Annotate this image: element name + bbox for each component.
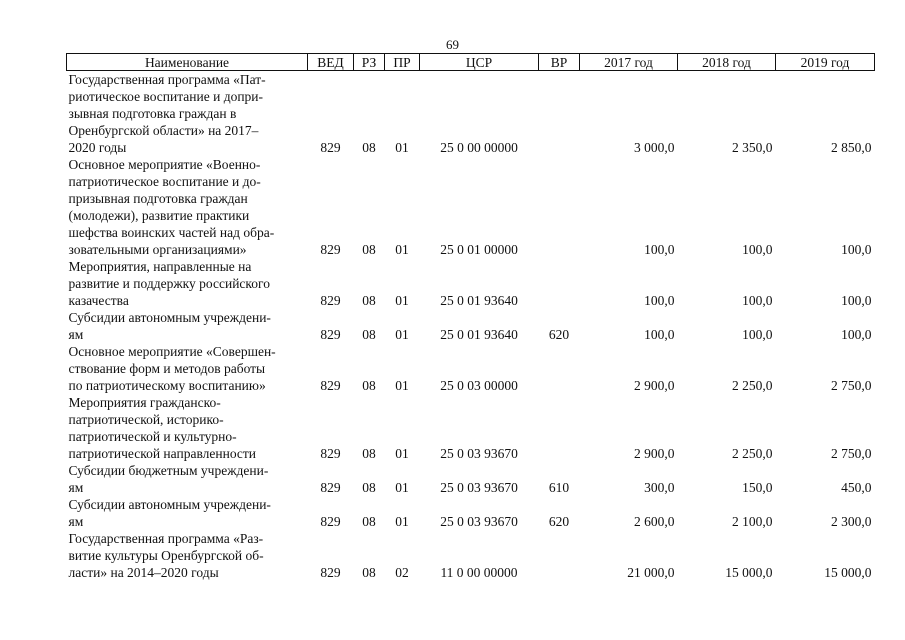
table-row: [67, 394, 875, 462]
row-2017: 100,0: [644, 293, 675, 308]
row-name-line: ям: [68, 480, 84, 495]
row-2018: 150,0: [742, 480, 773, 495]
row-2018: 100,0: [742, 327, 773, 342]
row-ved: 829: [320, 514, 341, 529]
row-ved: 829: [320, 480, 341, 495]
row-2017: 2 900,0: [634, 378, 675, 393]
row-2018: 2 250,0: [732, 378, 773, 393]
row-name: [67, 156, 308, 258]
row-pr: 01: [395, 327, 409, 342]
row-name-line: Мероприятия, направленные на: [68, 259, 252, 274]
row-name-line: Субсидии автономным учреждени-: [68, 497, 271, 512]
row-name-line: Государственная программа «Пат-: [68, 72, 266, 87]
row-rz: 08: [362, 514, 376, 529]
header-2017: 2017 год: [580, 54, 678, 71]
row-name-line: витие культуры Оренбургской об-: [68, 548, 264, 563]
row-csr: 25 0 03 93670: [440, 514, 518, 529]
row-name: [67, 343, 308, 394]
row-2017: 100,0: [644, 327, 675, 342]
table-row: [67, 156, 875, 258]
row-ved: 829: [320, 242, 341, 257]
row-name-line: патриотической направленности: [68, 446, 257, 461]
row-2018: 100,0: [742, 242, 773, 257]
table-body: [67, 71, 875, 582]
row-2019: 2 850,0: [831, 140, 872, 155]
row-2019: 2 750,0: [831, 378, 872, 393]
header-2019: 2019 год: [776, 54, 875, 71]
row-name-line: призывная подготовка граждан: [68, 191, 248, 206]
row-name: [67, 496, 308, 530]
row-pr: 01: [395, 293, 409, 308]
row-csr: 25 0 03 00000: [440, 378, 518, 393]
row-name: [67, 258, 308, 309]
row-pr: 01: [395, 378, 409, 393]
row-ved: 829: [320, 446, 341, 461]
row-name-line: зывная подготовка граждан в: [68, 106, 237, 121]
row-vr: 610: [548, 480, 570, 495]
row-rz: 08: [362, 293, 376, 308]
row-pr: 01: [395, 140, 409, 155]
row-name-line: (молодежи), развитие практики: [68, 208, 250, 223]
budget-table: [66, 53, 875, 581]
row-2017: 300,0: [644, 480, 675, 495]
row-name-line: казачества: [68, 293, 129, 308]
row-pr: 02: [395, 565, 409, 580]
row-csr: 25 0 01 93640: [440, 293, 518, 308]
row-2017: 2 900,0: [634, 446, 675, 461]
row-name-line: Субсидии бюджетным учреждени-: [68, 463, 269, 478]
row-name: [67, 309, 308, 343]
row-2017: 2 600,0: [634, 514, 675, 529]
row-2018: 2 250,0: [732, 446, 773, 461]
row-ved: 829: [320, 378, 341, 393]
row-2018: 15 000,0: [725, 565, 773, 580]
row-csr: 25 0 03 93670: [440, 480, 518, 495]
row-vr: [539, 258, 580, 309]
header-csr: ЦСР: [420, 54, 539, 71]
row-name-line: патриотической и культурно-: [68, 429, 237, 444]
table-row: [67, 462, 875, 496]
row-csr: 25 0 01 93640: [440, 327, 518, 342]
table-row: [67, 343, 875, 394]
row-pr: 01: [395, 480, 409, 495]
row-vr: 620: [548, 327, 570, 342]
row-name-line: развитие и поддержку российского: [68, 276, 270, 291]
row-name-line: Государственная программа «Раз-: [68, 531, 264, 546]
row-2019: 450,0: [841, 480, 872, 495]
row-name: [67, 530, 308, 581]
row-2018: 100,0: [742, 293, 773, 308]
row-2018: 2 350,0: [732, 140, 773, 155]
row-vr: [539, 394, 580, 462]
row-rz: 08: [362, 446, 376, 461]
row-name-line: Субсидии автономным учреждени-: [68, 310, 271, 325]
row-2019: 100,0: [841, 242, 872, 257]
row-name: [67, 394, 308, 462]
row-2019: 2 300,0: [831, 514, 872, 529]
row-rz: 08: [362, 378, 376, 393]
header-pr: ПР: [385, 54, 420, 71]
page-number: 69: [446, 37, 459, 52]
header-2018: 2018 год: [678, 54, 776, 71]
row-name-line: Основное мероприятие «Военно-: [68, 157, 261, 172]
table-row: [67, 71, 875, 157]
row-name-line: шефства воинских частей над обра-: [68, 225, 275, 240]
row-csr: 25 0 01 00000: [440, 242, 518, 257]
row-vr: 620: [548, 514, 570, 529]
row-2017: 3 000,0: [634, 140, 675, 155]
row-name: [67, 462, 308, 496]
row-rz: 08: [362, 140, 376, 155]
row-2017: 100,0: [644, 242, 675, 257]
row-ved: 829: [320, 293, 341, 308]
row-2019: 100,0: [841, 327, 872, 342]
row-2019: 2 750,0: [831, 446, 872, 461]
row-rz: 08: [362, 480, 376, 495]
row-2019: 100,0: [841, 293, 872, 308]
table-header-row: [67, 54, 875, 71]
row-csr: 25 0 03 93670: [440, 446, 518, 461]
row-rz: 08: [362, 242, 376, 257]
row-name: [67, 71, 308, 157]
table-row: [67, 309, 875, 343]
row-csr: 25 0 00 00000: [440, 140, 518, 155]
row-pr: 01: [395, 514, 409, 529]
row-2017: 21 000,0: [627, 565, 675, 580]
header-name: Наименование: [67, 54, 308, 71]
table-row: [67, 530, 875, 581]
row-vr: [539, 530, 580, 581]
row-name-line: патриотической, историко-: [68, 412, 224, 427]
row-name-line: ласти» на 2014–2020 годы: [68, 565, 219, 580]
row-2018: 2 100,0: [732, 514, 773, 529]
row-name-line: Мероприятия гражданско-: [68, 395, 221, 410]
row-pr: 01: [395, 446, 409, 461]
row-name-line: ям: [68, 327, 84, 342]
row-name-line: Оренбургской области» на 2017–: [68, 123, 259, 138]
table-row: [67, 258, 875, 309]
row-csr: 11 0 00 00000: [440, 565, 518, 580]
row-name-line: риотическое воспитание и допри-: [68, 89, 264, 104]
row-ved: 829: [320, 565, 341, 580]
table-row: [67, 496, 875, 530]
row-ved: 829: [320, 140, 341, 155]
row-rz: 08: [362, 565, 376, 580]
row-name-line: по патриотическому воспитанию»: [68, 378, 266, 393]
row-vr: [539, 343, 580, 394]
row-rz: 08: [362, 327, 376, 342]
row-name-line: патриотическое воспитание и до-: [68, 174, 261, 189]
row-pr: 01: [395, 242, 409, 257]
row-vr: [539, 156, 580, 258]
header-vr: ВР: [539, 54, 580, 71]
row-name-line: зовательными организациями»: [68, 242, 247, 257]
row-2019: 15 000,0: [824, 565, 872, 580]
row-name-line: ям: [68, 514, 84, 529]
header-rz: РЗ: [354, 54, 385, 71]
row-name-line: Основное мероприятие «Совершен-: [68, 344, 276, 359]
header-ved: ВЕД: [308, 54, 354, 71]
row-name-line: ствование форм и методов работы: [68, 361, 266, 376]
row-vr: [539, 71, 580, 157]
row-ved: 829: [320, 327, 341, 342]
row-name-line: 2020 годы: [68, 140, 127, 155]
